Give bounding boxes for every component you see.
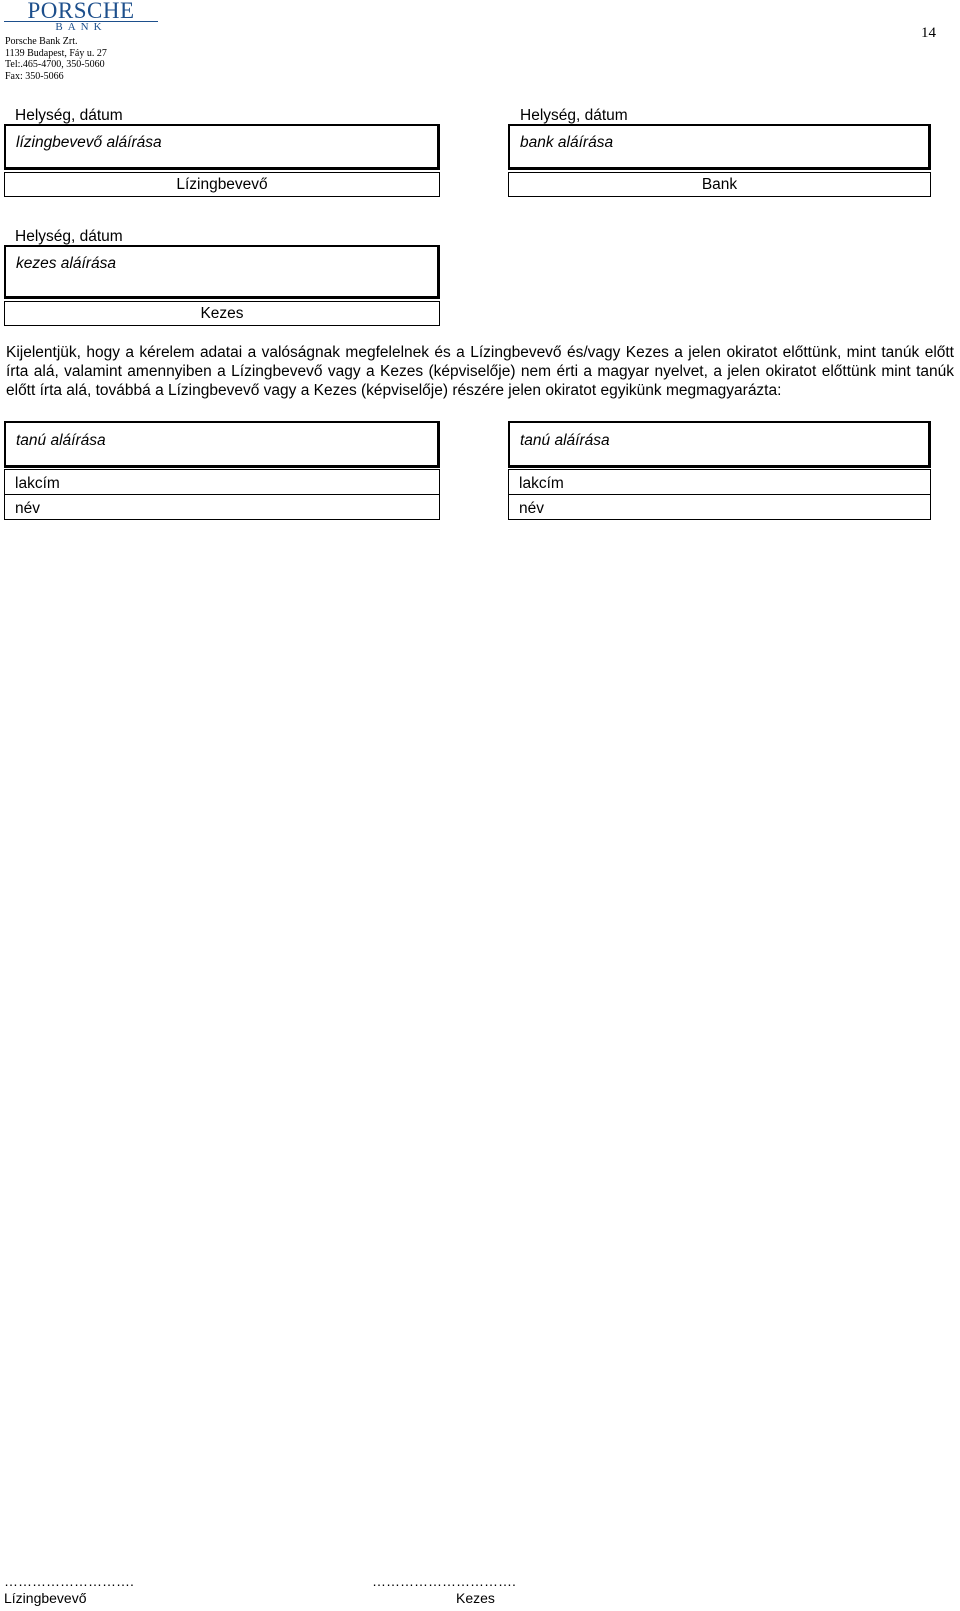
address-line-fax: Fax: 350-5066 (5, 70, 64, 82)
witness-1-name-label: név (15, 500, 40, 517)
witness-1-address-field[interactable] (4, 469, 440, 495)
bank-signature-box[interactable] (508, 124, 931, 170)
bank-signature-label: bank aláírása (520, 134, 614, 151)
guarantor-signature-label: kezes aláírása (16, 255, 116, 272)
witness-2-address-label: lakcím (519, 475, 564, 492)
bank-caption: Bank (508, 172, 931, 197)
witness-2-signature-box[interactable] (508, 421, 931, 468)
lessee-place-date-label: Helység, dátum (15, 107, 123, 124)
address-line-company: Porsche Bank Zrt. (5, 36, 78, 47)
witness-2-name-field[interactable] (508, 494, 931, 520)
witness-declaration: Kijelentjük, hogy a kérelem adatai a valóságnak megfelelnek és a Lízingbevevő és/vagy Kezes a jelen okiratot előttünk, mint tanúk előtt írta alá, valamint amennyiben a Lízingbevevő vagy a Kezes (képviselője) nem érti a magyar nyelvet, a jelen okiratot előttünk mint tanúk előtt írta alá, továbbá a Lízingbevevő vagy a Kezes (képviselője) részére jelen okiratot egyikünk megmagyarázta: (6, 344, 954, 399)
lessee-caption: Lízingbevevő (4, 172, 440, 197)
witness-2-signature-label: tanú aláírása (520, 432, 610, 449)
witness-2-address-field[interactable] (508, 469, 931, 495)
bank-logo: PORSCHE (27, 0, 135, 23)
footer-lessee-signature-line: ………………………. (4, 1573, 134, 1589)
lessee-signature-label: lízingbevevő aláírása (16, 134, 162, 151)
witness-1-address-label: lakcím (15, 475, 60, 492)
page-number: 14 (921, 25, 936, 41)
witness-1-name-field[interactable] (4, 494, 440, 520)
guarantor-caption: Kezes (4, 301, 440, 326)
footer-guarantor-signature-line: …………………………. (372, 1573, 516, 1589)
footer-guarantor-label: Kezes (456, 1590, 495, 1606)
address-line-street: 1139 Budapest, Fáy u. 27 (5, 47, 107, 59)
bank-logo-subtitle: BANK (55, 21, 107, 33)
address-line-phone: Tel:.465-4700, 350-5060 (5, 59, 105, 70)
witness-2-name-label: név (519, 500, 544, 517)
witness-1-signature-label: tanú aláírása (16, 432, 106, 449)
guarantor-place-date-label: Helység, dátum (15, 228, 123, 245)
footer-lessee-label: Lízingbevevő (4, 1590, 87, 1606)
guarantor-signature-box[interactable] (4, 245, 440, 299)
lessee-signature-box[interactable] (4, 124, 440, 170)
bank-place-date-label: Helység, dátum (520, 107, 628, 124)
witness-1-signature-box[interactable] (4, 421, 440, 468)
